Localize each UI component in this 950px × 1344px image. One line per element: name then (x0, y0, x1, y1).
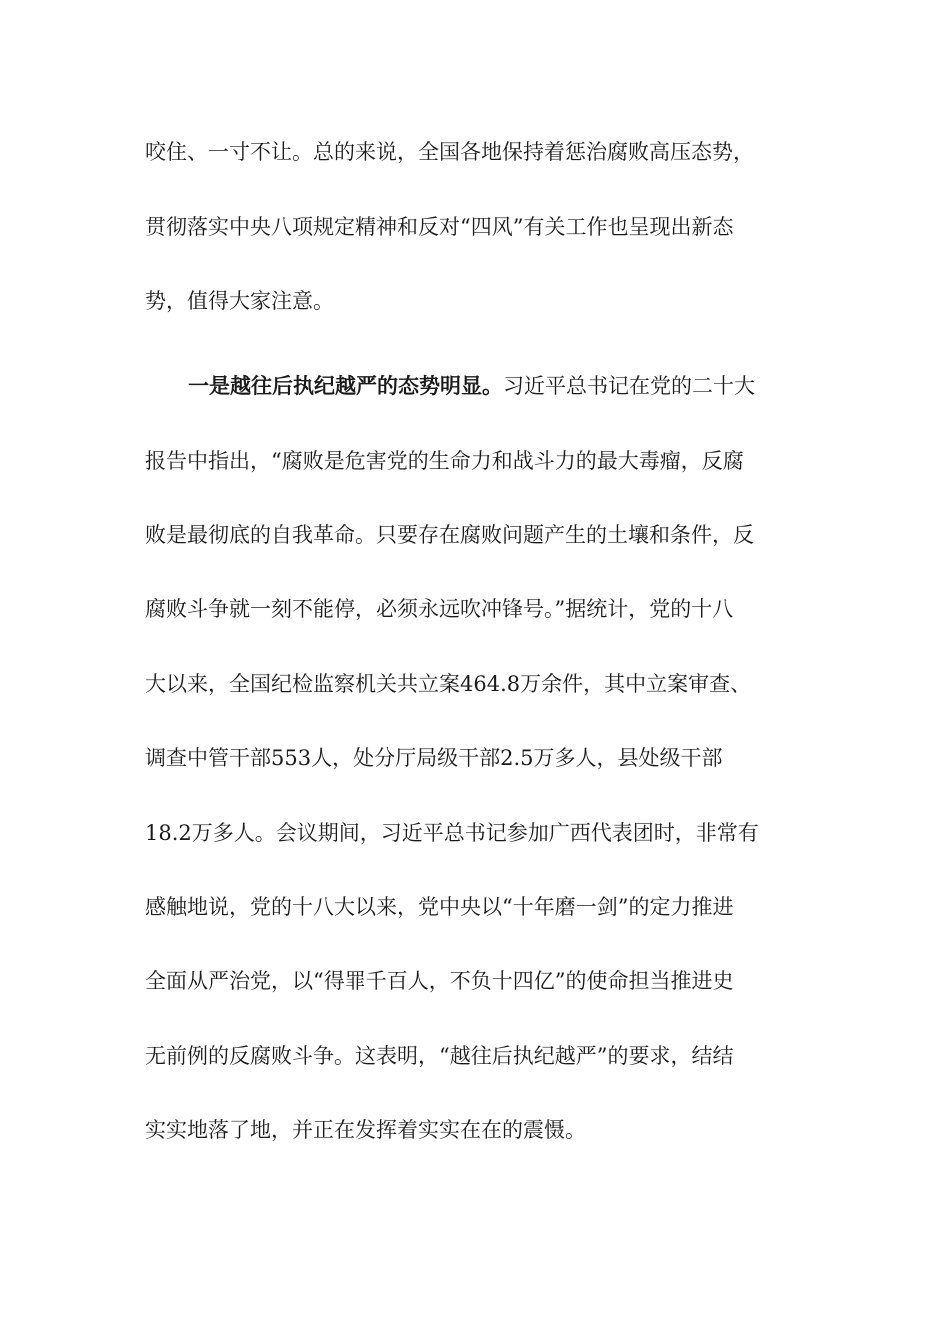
text-line: 败是最彻底的自我革命。只要存在腐败问题产生的土壤和条件，反 (145, 523, 754, 547)
text-line: 感触地说，党的十八大以来，党中央以“十年磨一剑”的定力推进 (145, 895, 734, 919)
text-line: 全面从严治党，以“得罪千百人，不负十四亿”的使命担当推进史 (145, 969, 734, 993)
paragraph-lead-bold: 一是越往后执纪越严的态势明显。 (188, 373, 503, 398)
text-line: 调查中管干部553人，处分厅局级干部2.5万多人，县处级干部 (145, 746, 723, 770)
text-line: 腐败斗争就一刻不能停，必须永远吹冲锋号。”据统计，党的十八 (145, 597, 734, 621)
text-line: 势，值得大家注意。 (145, 289, 334, 313)
text-line: 无前例的反腐败斗争。这表明，“越往后执纪越严”的要求，结结 (145, 1044, 734, 1068)
text-line: 18.2万多人。会议期间，习近平总书记参加广西代表团时，非常有 (145, 821, 759, 845)
text-line: 咬住、一寸不让。总的来说，全国各地保持着惩治腐败高压态势， (145, 140, 754, 164)
paragraph-lead-text: 习近平总书记在党的二十大 (503, 374, 755, 398)
paragraph-heading-line (188, 371, 755, 401)
text-line: 实实地落了地，并正在发挥着实实在在的震慑。 (145, 1118, 586, 1142)
text-line: 贯彻落实中央八项规定精神和反对“四风”有关工作也呈现出新态 (145, 215, 734, 239)
text-line: 报告中指出，“腐败是危害党的生命力和战斗力的最大毒瘤，反腐 (145, 449, 744, 473)
text-line: 大以来，全国纪检监察机关共立案464.8万余件，其中立案审查、 (145, 672, 752, 696)
